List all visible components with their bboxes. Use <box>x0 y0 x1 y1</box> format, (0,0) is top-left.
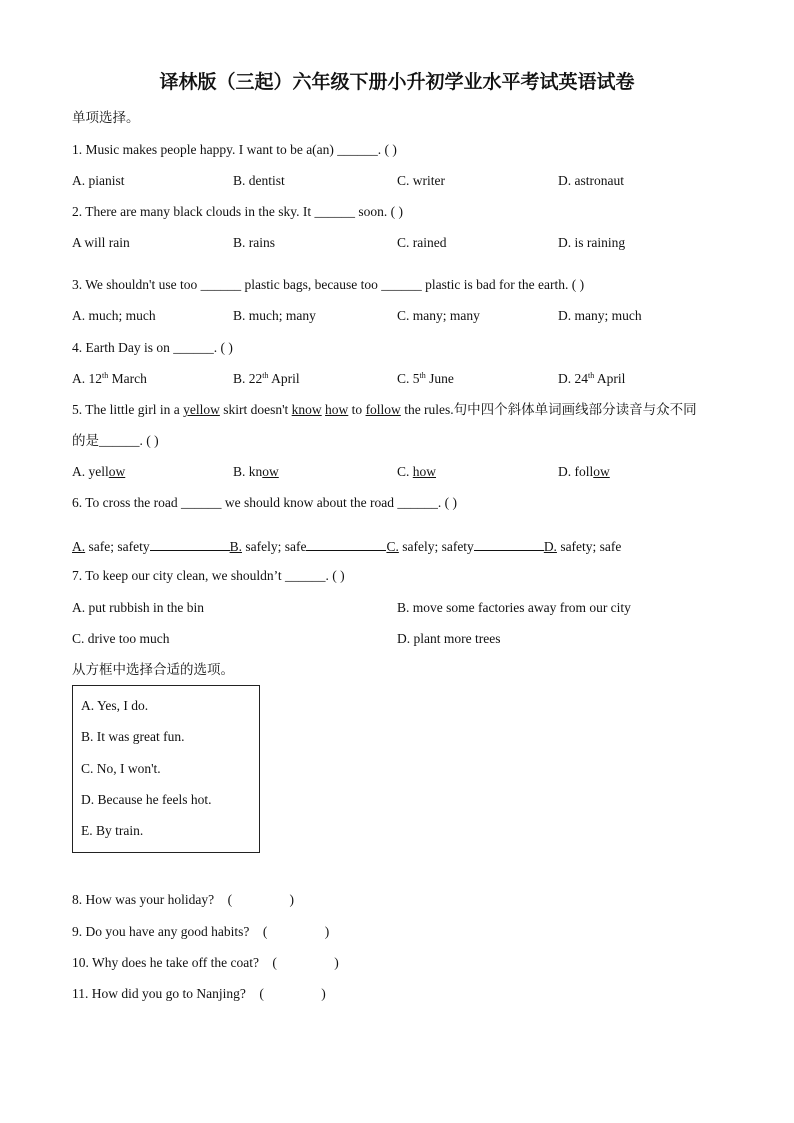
q7-option-a: A. put rubbish in the bin <box>72 600 204 615</box>
q5-word-follow: follow <box>365 402 401 417</box>
q4-b-month: April <box>268 371 300 386</box>
q6-options-row <box>72 536 621 556</box>
q5-word-yellow: yellow <box>183 402 220 417</box>
q6-b-text: safely; safe <box>241 539 307 554</box>
q5-b-text: B. kn <box>233 464 263 479</box>
q6-b-rule <box>306 536 386 551</box>
question-7-stem: 7. To keep our city clean, we shouldn’t ______. ( ) <box>72 568 345 583</box>
box-option-e: E. By train. <box>81 823 144 838</box>
q3-option-b: B. much; many <box>233 308 316 323</box>
q6-d-label: D. <box>543 539 557 554</box>
q6-c-label: C. <box>386 539 399 554</box>
q5-c-underlined: how <box>412 464 437 479</box>
q2-option-c: C. rained <box>397 235 447 250</box>
q5-text-mid2: to <box>348 402 366 417</box>
question-5-stem <box>72 401 697 419</box>
q4-a-text: A. 12 <box>72 371 102 386</box>
q5-option-b <box>233 463 279 481</box>
q4-option-c <box>397 370 454 388</box>
q5-option-c <box>397 463 436 481</box>
q5-d-text: D. foll <box>558 464 594 479</box>
question-4-stem: 4. Earth Day is on ______. ( ) <box>72 340 233 355</box>
q1-option-b: B. dentist <box>233 173 285 188</box>
box-option-c: C. No, I won't. <box>81 761 161 776</box>
q5-c-text: C. <box>397 464 413 479</box>
q5-text-mid1: skirt doesn't <box>219 402 292 417</box>
q2-option-b: B. rains <box>233 235 275 250</box>
section-heading-single-choice: 单项选择。 <box>72 110 140 126</box>
question-10: 10. Why does he take off the coat? ( ) <box>72 955 339 970</box>
section-heading-choose-from-box: 从方框中选择合适的选项。 <box>72 662 234 678</box>
q5-a-text: A. yell <box>72 464 109 479</box>
q1-option-c: C. writer <box>397 173 445 188</box>
q6-c-text: safely; safety <box>398 539 474 554</box>
q2-option-a: A will rain <box>72 235 130 250</box>
box-option-a: A. Yes, I do. <box>81 698 149 713</box>
q5-a-underlined: ow <box>108 464 126 479</box>
box-option-b: B. It was great fun. <box>81 729 185 744</box>
question-9: 9. Do you have any good habits? ( ) <box>72 924 330 939</box>
q3-option-a: A. much; much <box>72 308 156 323</box>
q5-option-d <box>558 463 610 481</box>
question-1-stem: 1. Music makes people happy. I want to be a(an) ______. ( ) <box>72 142 397 157</box>
question-2-stem: 2. There are many black clouds in the sky. It ______ soon. ( ) <box>72 204 404 219</box>
q5-word-how: how <box>325 402 349 417</box>
q4-b-sup: th <box>262 371 269 380</box>
q6-d-text: safety; safe <box>556 539 622 554</box>
page-title: 译林版（三起）六年级下册小升初学业水平考试英语试卷 <box>159 71 635 93</box>
question-6-stem: 6. To cross the road ______ we should know about the road ______. ( ) <box>72 495 457 510</box>
q3-option-d: D. many; much <box>558 308 642 323</box>
box-option-d: D. Because he feels hot. <box>81 792 212 807</box>
q7-option-c: C. drive too much <box>72 631 170 646</box>
q5-option-a <box>72 463 125 481</box>
q4-b-text: B. 22 <box>233 371 263 386</box>
q6-a-rule <box>150 536 230 551</box>
question-5-stem-line2: 的是______. ( ) <box>72 433 159 448</box>
q2-option-d: D. is raining <box>558 235 626 250</box>
q5-b-underlined: ow <box>262 464 279 479</box>
q7-option-d: D. plant more trees <box>397 631 501 646</box>
q6-a-text: safe; safety <box>85 539 150 554</box>
q7-option-b: B. move some factories away from our city <box>397 600 631 615</box>
q4-option-b <box>233 370 300 388</box>
q4-option-a <box>72 370 147 388</box>
q5-word-know: know <box>291 402 322 417</box>
q5-text-post: the rules.句中四个斜体单词画线部分读音与众不同 <box>400 402 697 417</box>
q1-option-a: A. pianist <box>72 173 125 188</box>
q3-option-c: C. many; many <box>397 308 480 323</box>
q6-b-label: B. <box>229 539 242 554</box>
question-11: 11. How did you go to Nanjing? ( ) <box>72 986 326 1001</box>
q4-c-month: June <box>425 371 454 386</box>
q6-a-label: A. <box>72 539 86 554</box>
q4-c-text: C. 5 <box>397 371 420 386</box>
q5-text-pre: 5. The little girl in a <box>72 402 184 417</box>
q4-a-sup: th <box>102 371 109 380</box>
q4-option-d <box>558 370 625 388</box>
q4-c-sup: th <box>419 371 426 380</box>
q5-d-underlined: ow <box>593 464 610 479</box>
q4-a-month: March <box>108 371 147 386</box>
question-8: 8. How was your holiday? ( ) <box>72 892 294 907</box>
q4-d-sup: th <box>588 371 595 380</box>
q4-d-text: D. 24 <box>558 371 588 386</box>
q1-option-d: D. astronaut <box>558 173 624 188</box>
answer-options-box <box>72 685 260 853</box>
q4-d-month: April <box>594 371 626 386</box>
question-3-stem: 3. We shouldn't use too ______ plastic bags, because too ______ plastic is bad for the earth. ( ) <box>72 277 585 292</box>
q6-c-rule <box>474 536 544 551</box>
